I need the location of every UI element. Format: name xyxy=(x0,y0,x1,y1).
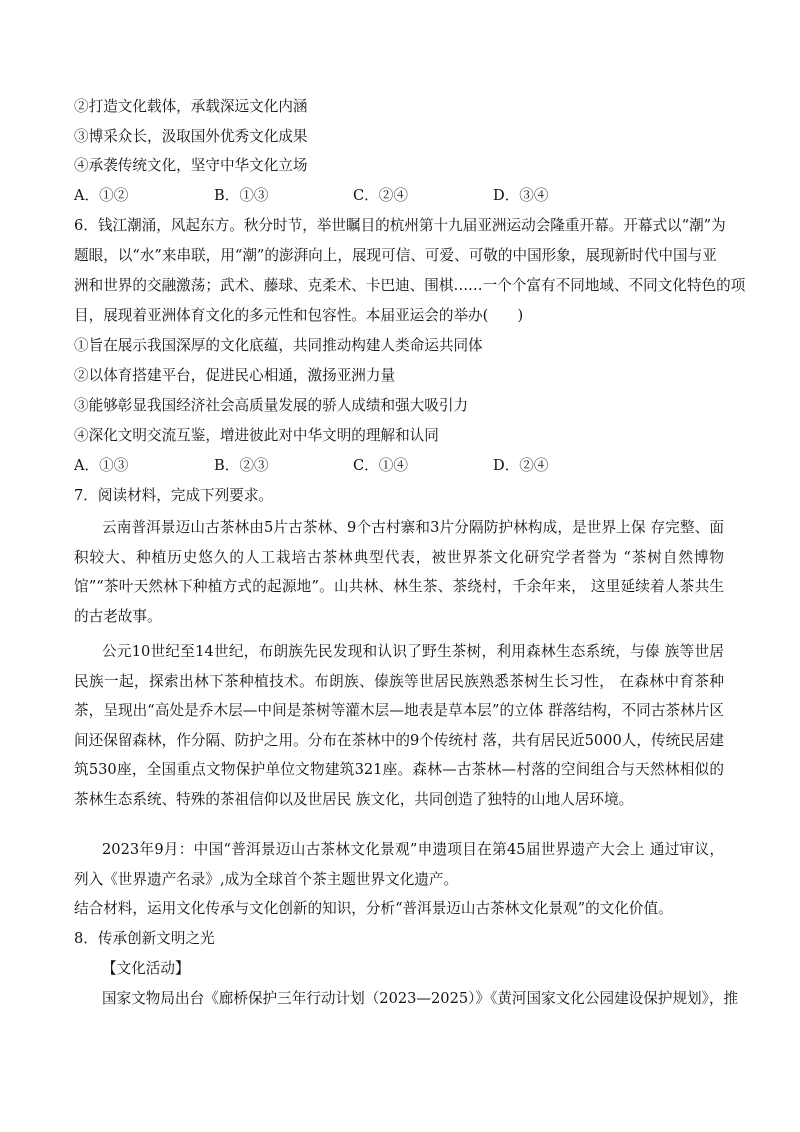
q6-statement-3: ③能够彰显我国经济社会高质量发展的骄人成绩和强大吸引力 xyxy=(74,397,469,414)
q5-statement-3: ③博采众长，汲取国外优秀文化成果 xyxy=(74,128,308,145)
q6-stem-line-2: 题眼，以“水”来串联，用“潮”的澎湃向上，展现可信、可爱、可敬的中国形象，展现新时代中国与亚 xyxy=(74,247,717,264)
q6-option-b: B．②③ xyxy=(214,457,269,474)
q5-statement-4: ④承袭传统文化，坚守中华文化立场 xyxy=(74,157,308,174)
q6-statement-1: ①旨在展示我国深厚的文化底蕴，共同推动构建人类命运共同体 xyxy=(74,337,483,354)
q5-statement-2: ②打造文化载体，承载深远文化内涵 xyxy=(74,98,308,115)
q6-option-d: D．②④ xyxy=(493,457,549,474)
q6-option-a: A．①③ xyxy=(74,457,129,474)
q7-material-paragraph-2: 公元10世纪至14世纪，布朗族先民发现和认识了野生茶树，利用森林生态系统，与傣 族等世居民族一起，探索出林下茶种植技术。布朗族、傣族等世居民族熟悉茶树生长习性， 在森林中育茶种茶，呈现出“高处是乔木层—中间是茶树等灌木层—地表是草本层”的立体 群落结构，不同古茶林片区间还保留森林，作分隔、防护之用。分布在茶林中的9个传统村 落，共有居民近5000人，传统民居建筑530座，全国重点文物保护单位文物建筑321座。森林—古茶林—村落的空间组合与天然林相似的茶林生态系统、特殊的茶祖信仰以及世居民 族文化，共同创造了独特的山地人居环境。 xyxy=(74,643,724,808)
q7-title: 7．阅读材料，完成下列要求。 xyxy=(74,487,274,504)
q6-stem-line-1: 6．钱江潮涌，风起东方。秋分时节，举世瞩目的杭州第十九届亚洲运动会隆重开幕。开幕式以“潮”为 xyxy=(74,217,726,234)
q5-option-d: D．③④ xyxy=(493,187,549,204)
q6-stem-line-4: 目，展现着亚洲体育文化的多元性和包容性。本届亚运会的举办( ) xyxy=(74,307,524,324)
q8-paragraph: 国家文物局出台《廊桥保护三年行动计划（2023—2025）》《黄河国家文化公园建设保护规划》，推 xyxy=(102,990,739,1007)
q5-option-b: B．①③ xyxy=(214,187,269,204)
q8-section-heading: 【文化活动】 xyxy=(102,960,190,977)
q5-option-a: A．①② xyxy=(74,187,129,204)
q7-material-paragraph-1: 云南普洱景迈山古茶林由5片古茶林、9个古村寨和3片分隔防护林构成，是世界上保 存完整、面积较大、种植历史悠久的人工栽培古茶林典型代表，被世界茶文化研究学者誉为 “茶树自然博物馆”“茶叶天然林下种植方式的起源地”。山共林、林生茶、茶绕村，千余年来， 这里延续着人茶共生的古老故事。 xyxy=(74,519,724,625)
q6-statement-2: ②以体育搭建平台，促进民心相通，激扬亚洲力量 xyxy=(74,367,396,384)
q5-option-c: C．②④ xyxy=(353,187,408,204)
q6-statement-4: ④深化文明交流互鉴，增进彼此对中华文明的理解和认同 xyxy=(74,427,439,444)
q7-question: 结合材料，运用文化传承与文化创新的知识，分析“普洱景迈山古茶林文化景观”的文化价值。 xyxy=(74,900,673,917)
q6-option-c: C．①④ xyxy=(353,457,408,474)
q7-material-paragraph-3: 2023年9月：中国“普洱景迈山古茶林文化景观”申遗项目在第45届世界遗产大会上 通过审议，列入《世界遗产名录》,成为全球首个茶主题世界文化遗产。 xyxy=(74,841,724,888)
q6-stem-line-3: 洲和世界的交融激荡；武术、藤球、克柔术、卡巴迪、围棋……一个个富有不同地域、不同文化特色的项 xyxy=(74,277,746,294)
q8-title: 8．传承创新文明之光 xyxy=(74,930,215,947)
